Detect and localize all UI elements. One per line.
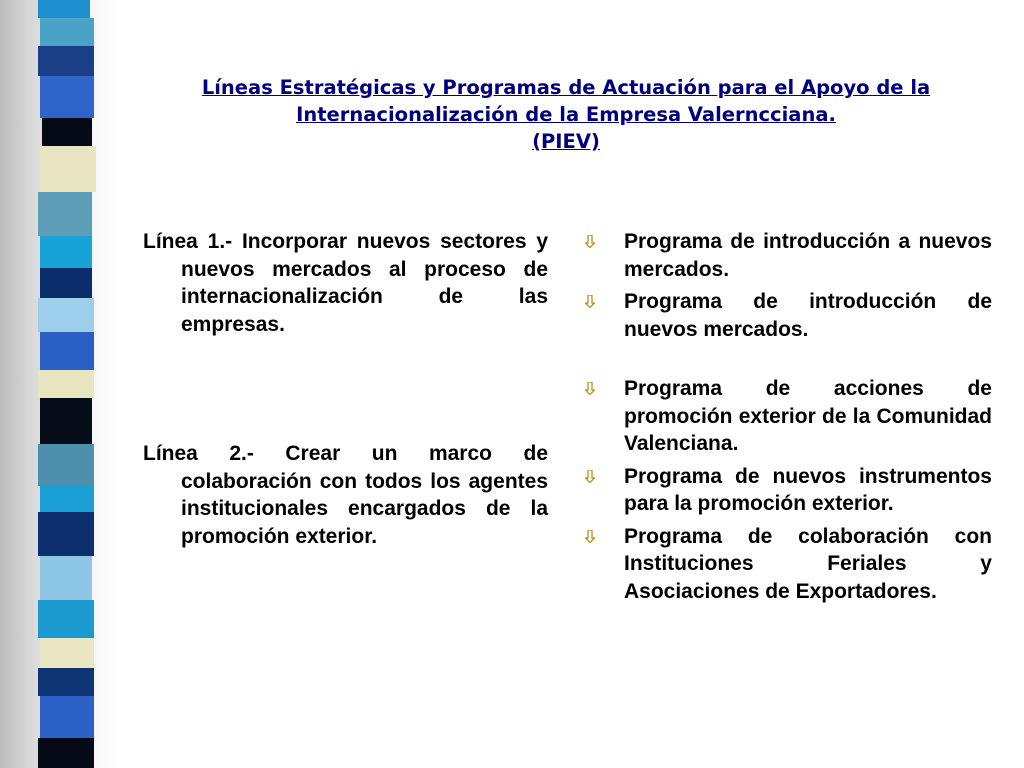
lineas-column xyxy=(143,228,548,550)
programa-label: Programa de introducción a nuevos mercados. xyxy=(624,230,992,281)
strip-block xyxy=(38,0,90,18)
strip-block xyxy=(40,332,94,370)
strip-block xyxy=(38,600,94,638)
title-line-2: Internacionalización de la Empresa Valerncciana. xyxy=(296,103,836,126)
arrow-bullet-icon xyxy=(585,382,595,395)
title-line-3: (PIEV) xyxy=(532,130,600,153)
arrow-bullet-icon xyxy=(585,235,595,248)
strip-block xyxy=(38,298,94,332)
strip-block xyxy=(38,444,94,486)
strip-block xyxy=(38,46,94,76)
title-line-1: Líneas Estratégicas y Programas de Actuación para el Apoyo de la xyxy=(201,76,931,99)
strip-block xyxy=(40,18,94,46)
programa-item xyxy=(582,288,992,343)
programa-label: Programa de introducción de nuevos mercados. xyxy=(624,290,992,341)
strip-block xyxy=(40,638,94,668)
strip-block xyxy=(40,76,94,118)
strip-block xyxy=(38,370,94,398)
programa-label: Programa de colaboración con Instituciones Feriales y Asociaciones de Exportadores. xyxy=(624,524,992,603)
decorative-color-strip xyxy=(36,0,98,768)
programa-item xyxy=(582,523,992,606)
strip-block xyxy=(38,738,94,768)
strip-block xyxy=(40,236,92,268)
strip-block xyxy=(40,146,96,192)
slide-title xyxy=(130,74,1002,155)
strip-block xyxy=(40,398,92,444)
linea-2: Línea 2.- Crear un marco de colaboración con todos los agentes institucionales encargados de la promoción exterior. xyxy=(143,442,548,548)
arrow-bullet-icon xyxy=(585,470,595,483)
strip-block xyxy=(40,556,92,600)
linea-1: Línea 1.- Incorporar nuevos sectores y nuevos mercados al proceso de internacionalización de las empresas. xyxy=(143,230,548,336)
arrow-bullet-icon xyxy=(585,530,595,543)
strip-block xyxy=(40,268,92,298)
programa-label: Programa de nuevos instrumentos para la promoción exterior. xyxy=(624,464,992,515)
programa-label: Programa de acciones de promoción exterior de la Comunidad Valenciana. xyxy=(624,377,992,455)
programa-item xyxy=(582,228,992,283)
strip-block xyxy=(40,486,94,512)
strip-block xyxy=(38,192,92,236)
programa-item xyxy=(582,375,992,458)
strip-block xyxy=(38,512,94,556)
strip-block xyxy=(38,668,94,696)
programa-item xyxy=(582,463,992,518)
strip-block xyxy=(40,696,94,738)
strip-block xyxy=(42,118,92,146)
arrow-bullet-icon xyxy=(585,295,595,308)
programas-column xyxy=(582,228,992,610)
